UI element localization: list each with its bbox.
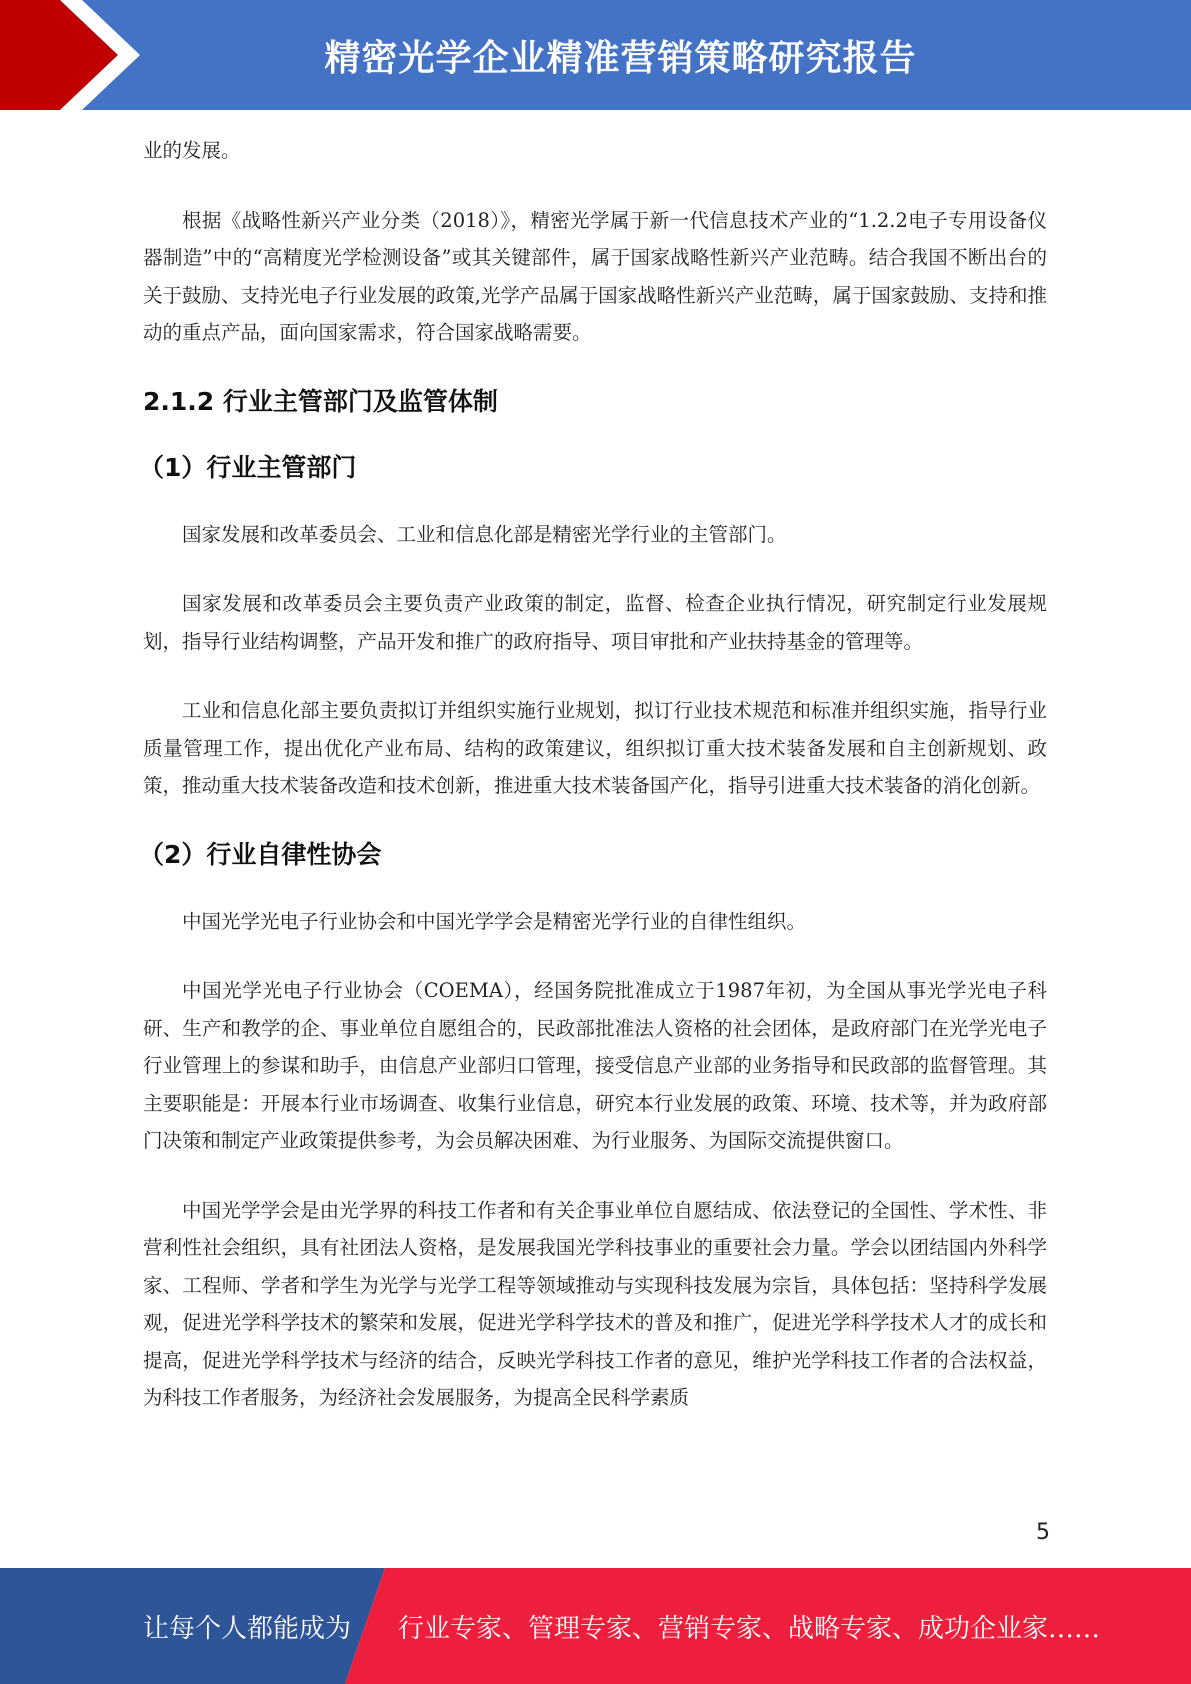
page-footer: [0, 1568, 1191, 1684]
paragraph: 中国光学光电子行业协会（COEMA），经国务院批准成立于1987年初，为全国从事光学光电子科研、生产和教学的企、事业单位自愿组合的，民政部批准法人资格的社会团体，是政府部门在光学光电子行业管理上的参谋和助手，由信息产业部归口管理，接受信息产业部的业务指导和民政部的监督管理。其主要职能是：开展本行业市场调查、收集行业信息，研究本行业发展的政策、环境、技术等，并为政府部门决策和制定产业政策提供参考，为会员解决困难、为行业服务、为国际交流提供窗口。: [143, 979, 1047, 1152]
document-body: [139, 132, 1047, 1449]
report-title: 精密光学企业精准营销策略研究报告: [324, 37, 917, 79]
paragraph: 工业和信息化部主要负责拟订并组织实施行业规划，拟订行业技术规范和标准并组织实施，指导行业质量管理工作，提出优化产业布局、结构的政策建议，组织拟订重大技术装备发展和自主创新规划、政策，推动重大技术装备改造和技术创新，推进重大技术装备国产化，指导引进重大技术装备的消化创新。: [143, 699, 1047, 797]
paragraph: 中国光学光电子行业协会和中国光学学会是精密光学行业的自律性组织。: [182, 909, 807, 933]
paragraph: 国家发展和改革委员会、工业和信息化部是精密光学行业的主管部门。: [182, 522, 787, 546]
page-header: [0, 0, 1191, 110]
section-heading: 2.1.2 行业主管部门及监管体制: [143, 386, 498, 416]
footer-slogan-right: 行业专家、管理专家、营销专家、战略专家、成功企业家……: [398, 1613, 1101, 1644]
paragraph: 中国光学学会是由光学界的科技工作者和有关企事业单位自愿结成、依法登记的全国性、学术性、非营利性社会组织，具有社团法人资格，是发展我国光学科技事业的重要社会力量。学会以团结国内外科学家、工程师、学者和学生为光学与光学工程等领域推动与实现科技发展为宗旨，具体包括：坚持科学发展观，促进光学科学技术的繁荣和发展，促进光学科学技术的普及和推广，促进光学科学技术人才的成长和提高，促进光学科学技术与经济的结合，反映光学科技工作者的意见，维护光学科技工作者的合法权益，为科技工作者服务，为经济社会发展服务，为提高全民科学素质: [143, 1198, 1047, 1409]
footer-slogan-left: 让每个人都能成为: [143, 1613, 352, 1644]
paragraph: 国家发展和改革委员会主要负责产业政策的制定，监督、检查企业执行情况，研究制定行业发展规划，指导行业结构调整，产品开发和推广的政府指导、项目审批和产业扶持基金的管理等。: [143, 592, 1047, 653]
subsection-heading: （2）行业自律性协会: [139, 839, 382, 869]
paragraph-strategic-classification: 根据《战略性新兴产业分类（2018）》，精密光学属于新一代信息技术产业的“1.2.2电子专用设备仪器制造”中的“高精度光学检测设备”或其关键部件，属于国家战略性新兴产业范畴。结合我国不断出台的关于鼓励、支持光电子行业发展的政策,光学产品属于国家战略性新兴产业范畴，属于国家鼓励、支持和推动的重点产品，面向国家需求，符合国家战略需要。: [143, 208, 1047, 344]
chevron-arrow-decoration: [0, 0, 160, 110]
page-number: 5: [1036, 1520, 1050, 1545]
subsection-heading: （1）行业主管部门: [139, 452, 357, 482]
paragraph-continuation: 业的发展。: [143, 139, 241, 162]
